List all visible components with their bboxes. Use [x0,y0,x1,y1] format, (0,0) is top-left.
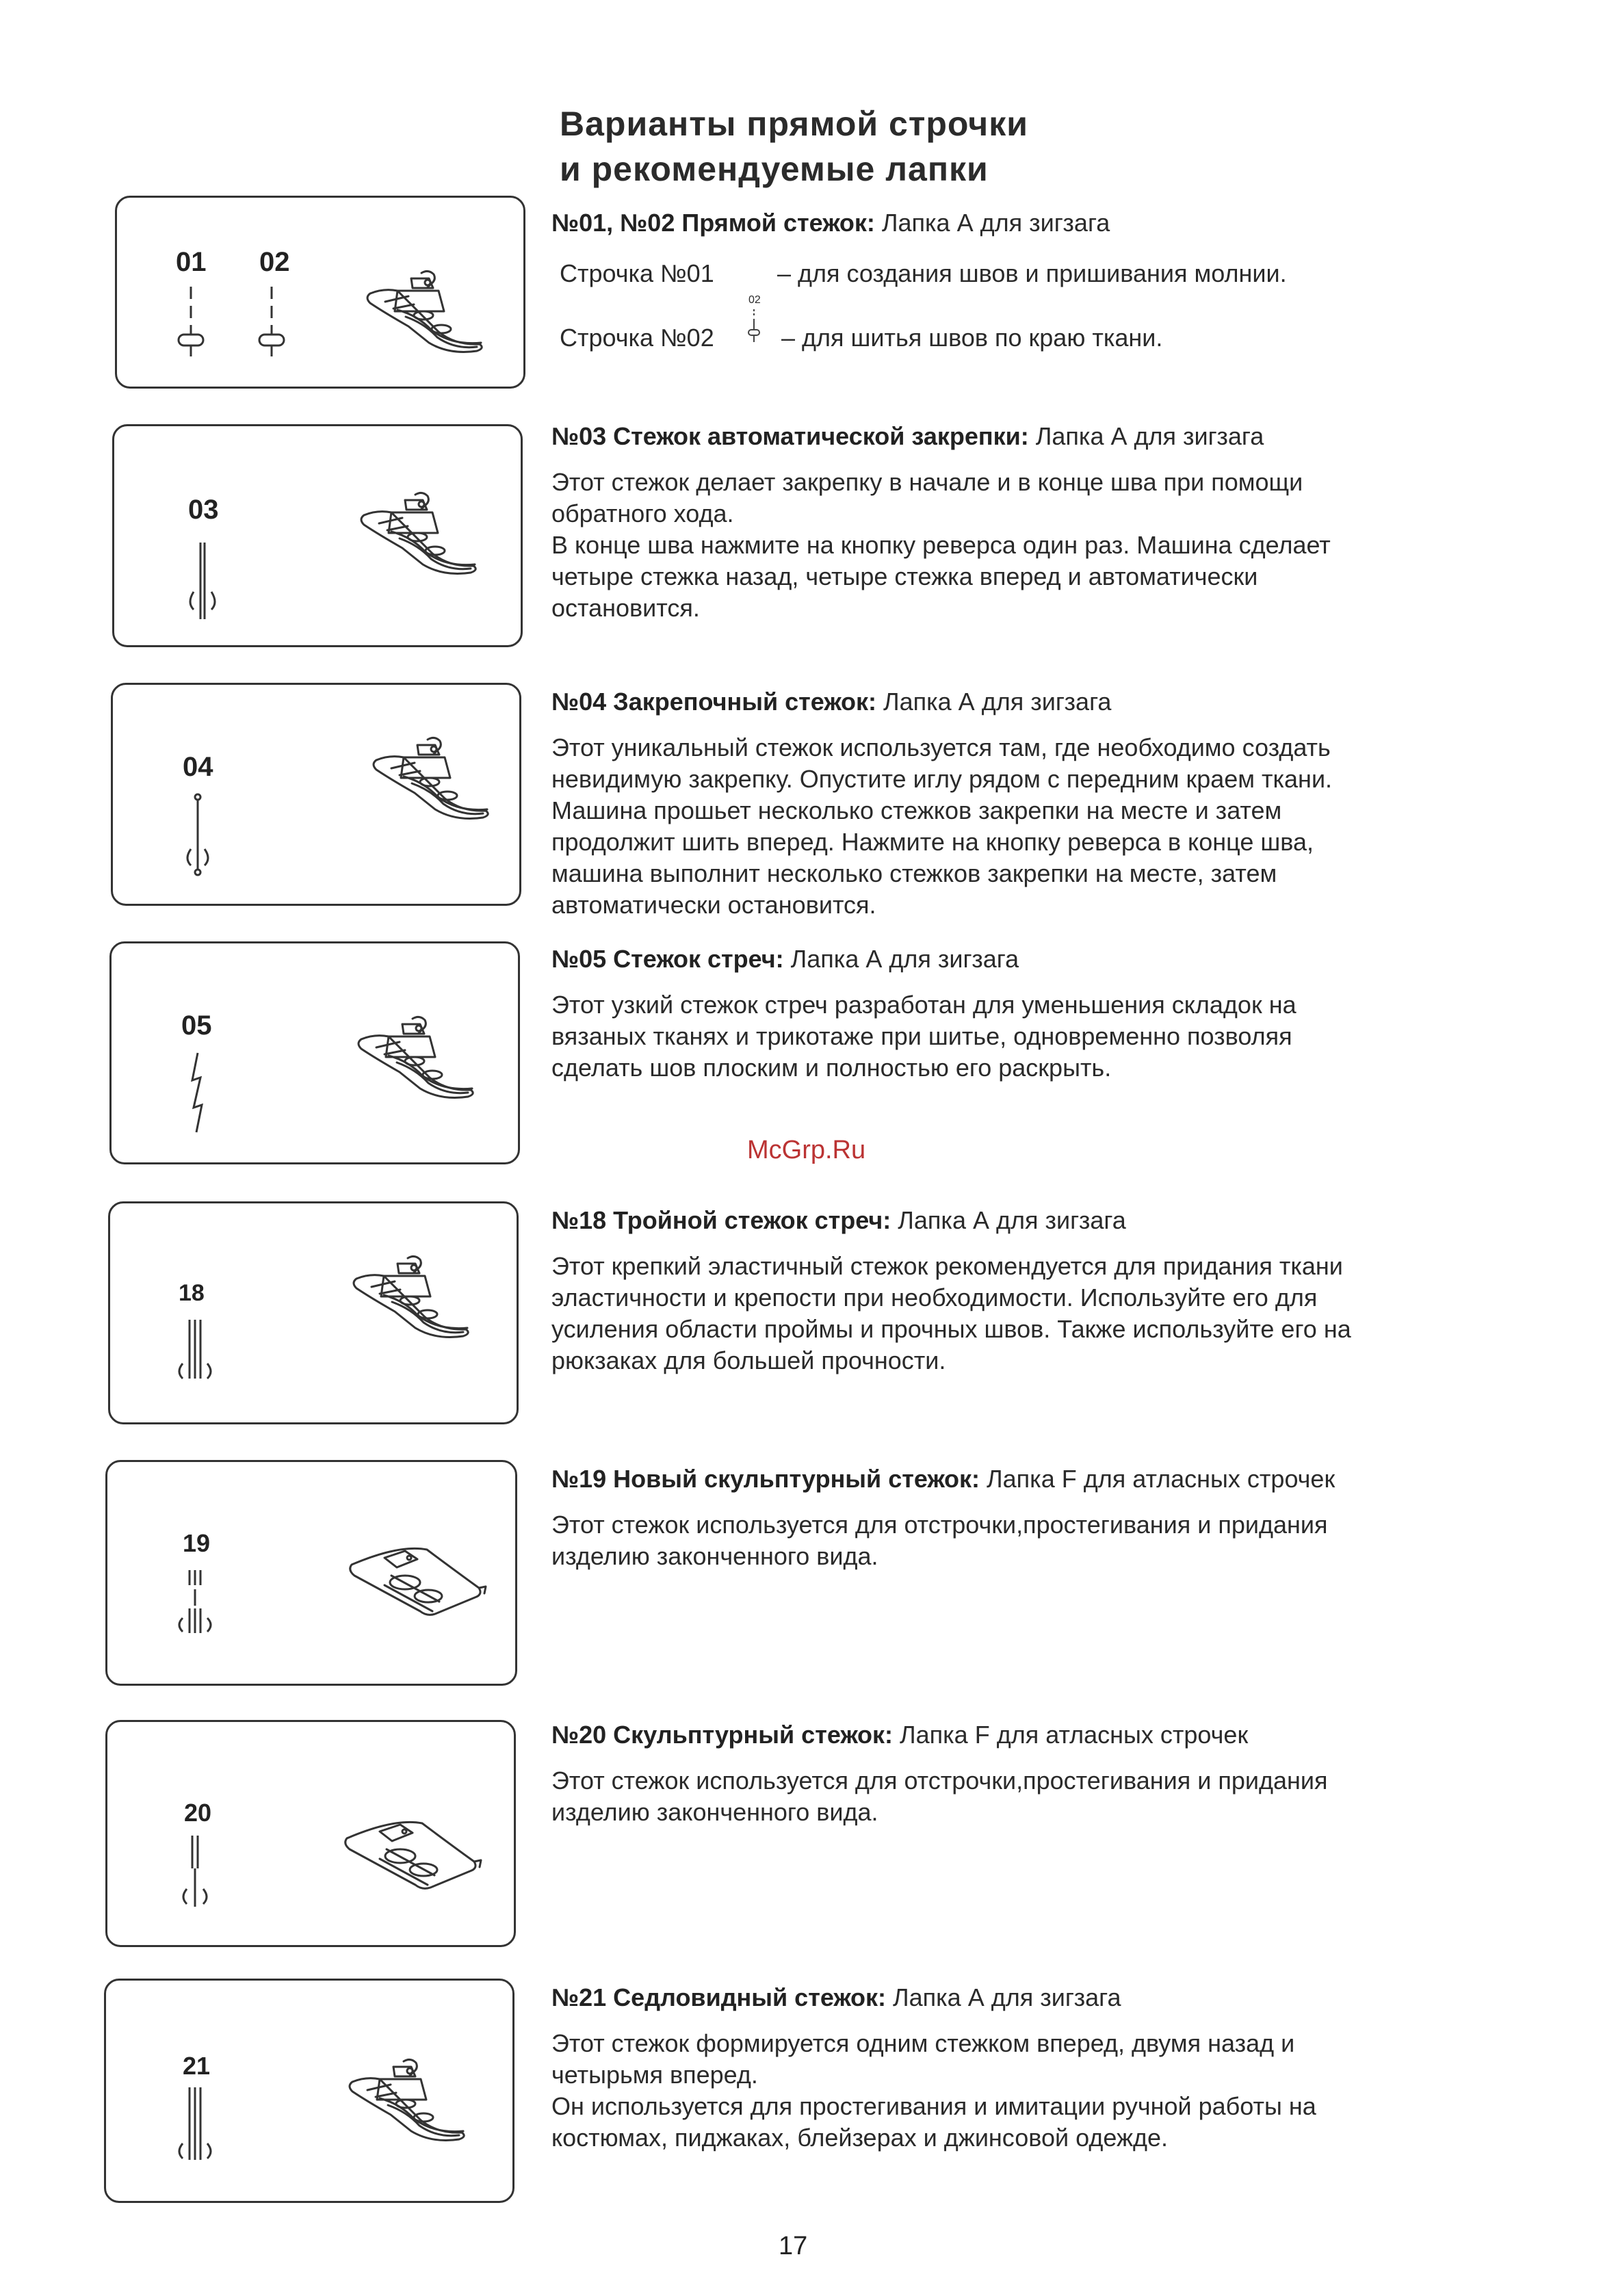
variant-02-row [560,323,714,353]
stitch-number-05: 05 [181,1010,212,1041]
heading-foot: Лапка А для зигзага [874,209,1110,237]
body-line: остановится. [551,594,700,622]
stitch-box-04 [111,683,521,906]
body-line: автоматически остановится. [551,891,876,919]
body-line: четыре стежка назад, четыре стежка вперед и автоматически [551,562,1258,590]
section-21 [551,1983,1496,2154]
heading-foot: Лапка F для атласных строчек [980,1465,1335,1493]
heading-stitch-name: №04 Закрепочный стежок: [551,688,876,716]
body-line: Этот стежок формируется одним стежком вперед, двумя назад и [551,2029,1295,2057]
heading-foot: Лапка А для зигзага [886,1983,1121,2011]
body-line: костюмах, пиджаках, блейзерах и джинсовой одежде. [551,2124,1169,2152]
section-03 [551,421,1496,624]
body-line: Этот стежок используется для отстрочки,простегивания и придания [551,1511,1328,1539]
title-line-2: и рекомендуемые лапки [560,150,989,188]
variant-02-mini-label: 02 [748,294,761,306]
body-line: Этот крепкий эластичный стежок рекомендуется для придания ткани [551,1252,1343,1280]
variant-01-label: Строчка №01 [560,259,714,287]
heading-foot: Лапка А для зигзага [891,1206,1126,1234]
section-heading [551,208,1496,238]
stitch-number-20: 20 [184,1799,212,1827]
section-heading [551,421,1496,452]
section-19 [551,1464,1496,1572]
body-line: продолжит шить вперед. Нажмите на кнопку реверса в конце шва, [551,828,1314,856]
section-heading [551,944,1496,974]
body-line: машина выполнит несколько стежков закрепки на месте, затем [551,859,1277,887]
presser-foot-a-icon [356,266,500,362]
variant-02-text: – для шитья швов по краю ткани. [781,324,1163,352]
body-line: Этот стежок используется для отстрочки,простегивания и придания [551,1766,1328,1795]
presser-foot-f-icon [339,1811,489,1907]
body-line: В конце шва нажмите на кнопку реверса один раз. Машина сделает [551,531,1331,559]
stitch-number-01: 01 [176,247,207,277]
presser-foot-a-icon [343,1251,486,1347]
body-line: Этот узкий стежок стреч разработан для уменьшения складок на [551,991,1296,1019]
presser-foot-a-icon [363,733,506,829]
section-heading [551,1464,1496,1494]
stitch-box-05 [109,941,520,1164]
heading-stitch-name: №19 Новый скульптурный стежок: [551,1465,980,1493]
body-line: обратного хода. [551,499,734,527]
body-line: невидимую закрепку. Опустите иглу рядом с передним краем ткани. [551,765,1333,793]
heading-foot: Лапка F для атласных строчек [893,1721,1249,1749]
watermark: McGrp.Ru [747,1136,866,1164]
body-line: изделию законченного вида. [551,1542,878,1570]
stitch-number-02: 02 [259,247,290,277]
section-heading [551,687,1496,717]
heading-foot: Лапка А для зигзага [1028,422,1264,450]
stitch-box-03 [112,424,523,647]
title-line-1: Варианты прямой строчки [560,105,1028,143]
section-20 [551,1720,1496,1828]
variant-02-label: Строчка №02 [560,324,714,352]
stitch-box-21 [104,1979,514,2203]
presser-foot-a-icon [350,488,494,584]
body-line: эластичности и крепости при необходимости. Используйте его для [551,1283,1318,1312]
stitch-box-19 [105,1460,517,1686]
stitch-box-18 [108,1201,519,1424]
heading-stitch-name: №20 Скульптурный стежок: [551,1721,893,1749]
section-heading [551,1983,1496,2013]
body-line: усиления области проймы и прочных швов. Также используйте его на [551,1315,1351,1343]
heading-foot: Лапка А для зигзага [783,945,1019,973]
section-heading [551,1205,1496,1236]
presser-foot-a-icon [348,1012,491,1108]
page-number: 17 [779,2232,808,2260]
stitch-number-04: 04 [183,752,213,782]
page-title [560,101,1028,192]
mini-stitch-02-icon [746,309,766,348]
variant-01-row [560,259,714,289]
presser-foot-a-icon [339,2054,482,2150]
body-line: Машина прошьет несколько стежков закрепки на месте и затем [551,796,1282,824]
stitch-number-21: 21 [183,2052,211,2080]
body-line: Он используется для простегивания и имитации ручной работы на [551,2092,1316,2120]
section-18 [551,1205,1496,1377]
body-line: вязаных тканях и трикотаже при шитье, одновременно позволяя [551,1022,1292,1050]
stitch-box-20 [105,1720,516,1947]
stitch-number-19: 19 [183,1529,211,1557]
stitch-box-01-02 [115,196,525,389]
body-line: четырьмя вперед. [551,2061,758,2089]
heading-stitch-name: №03 Стежок автоматической закрепки: [551,422,1029,450]
stitch-number-18: 18 [179,1280,205,1306]
heading-stitch-name: №21 Седловидный стежок: [551,1983,886,2011]
section-01-02 [551,208,1496,253]
body-line: изделию законченного вида. [551,1798,878,1826]
body-line: Этот уникальный стежок используется там, где необходимо создать [551,733,1331,761]
section-04 [551,687,1496,921]
presser-foot-f-icon [343,1537,494,1633]
heading-stitch-name: №18 Тройной стежок стреч: [551,1206,891,1234]
heading-stitch-name: №05 Стежок стреч: [551,945,784,973]
body-line: Этот стежок делает закрепку в начале и в конце шва при помощи [551,468,1303,496]
body-line: рюкзаках для большей прочности. [551,1346,946,1374]
heading-stitch-name: №01, №02 Прямой стежок: [551,209,875,237]
variant-01-text: – для создания швов и пришивания молнии. [777,259,1287,287]
section-heading [551,1720,1496,1750]
stitch-number-03: 03 [188,495,219,525]
body-line: сделать шов плоским и полностью его раскрыть. [551,1054,1112,1082]
heading-foot: Лапка А для зигзага [876,688,1112,716]
section-05 [551,944,1496,1084]
